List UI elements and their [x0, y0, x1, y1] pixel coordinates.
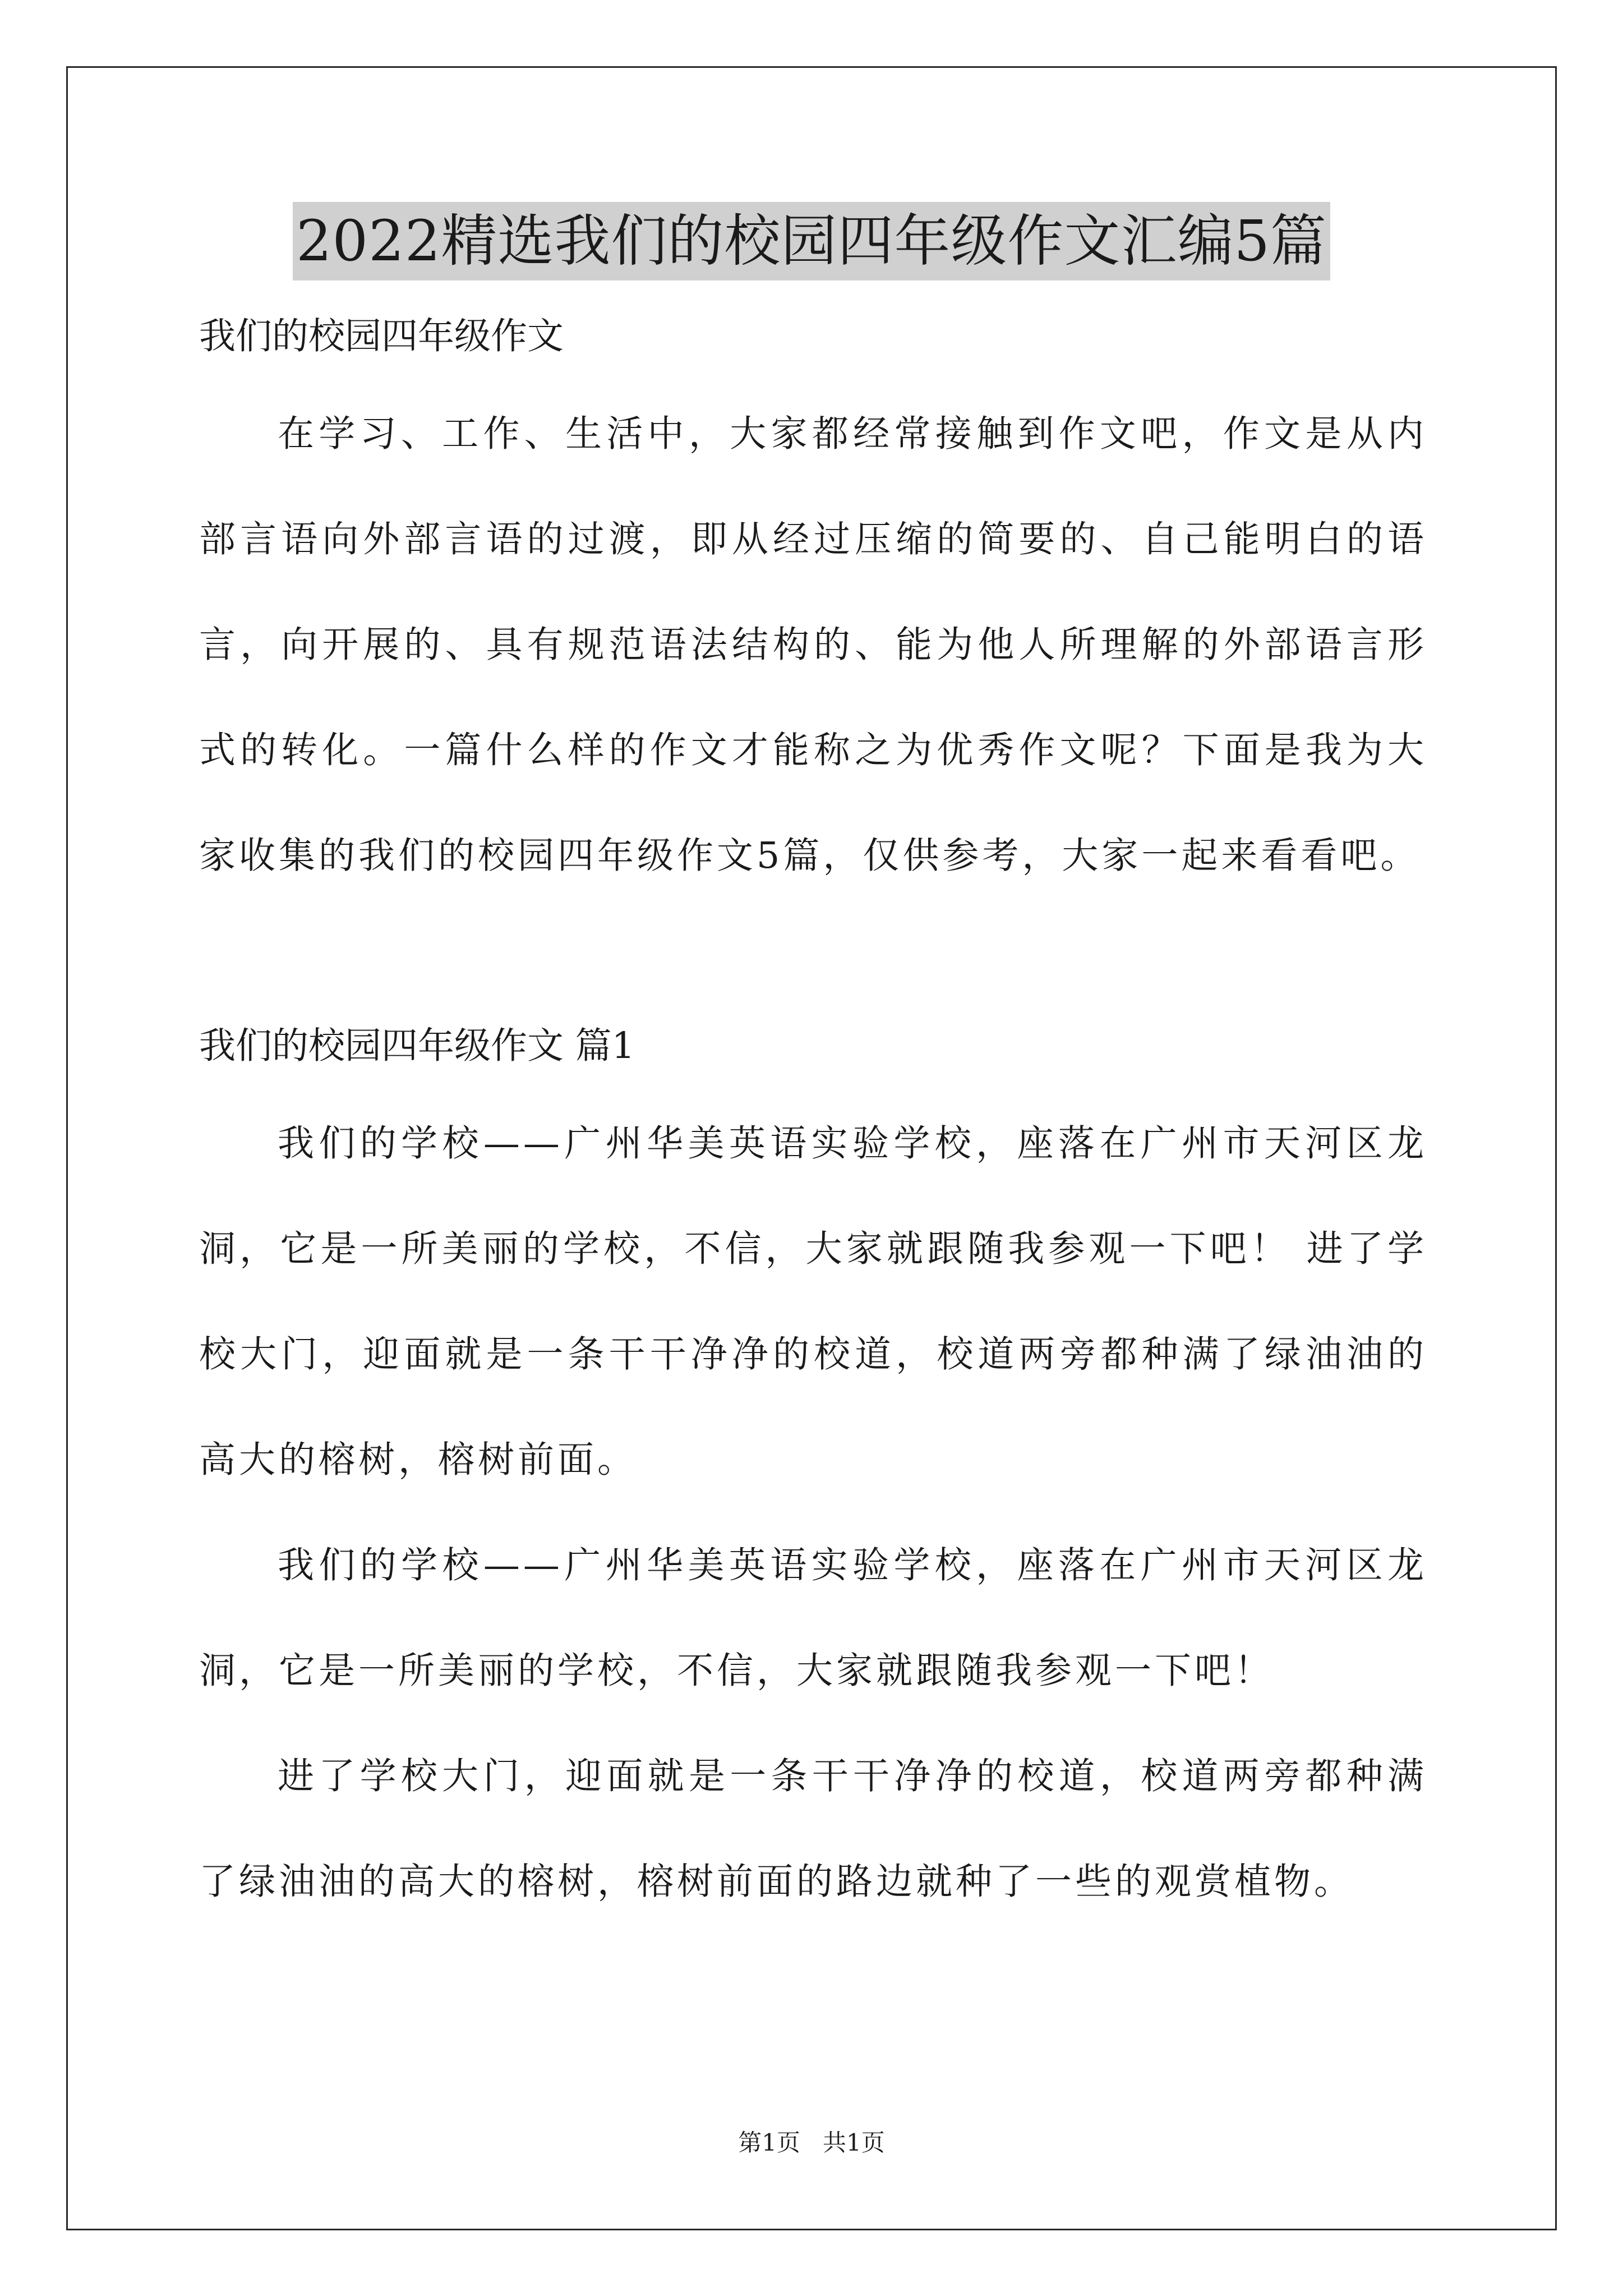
document-title: 2022精选我们的校园四年级作文汇编5篇 — [293, 202, 1330, 280]
section-heading: 我们的校园四年级作文 篇1 — [199, 1025, 635, 1067]
intro-paragraph: 在学习、工作、生活中，大家都经常接触到作文吧，作文是从内部言语向外部言语的过渡，即从经过压缩的简要的、自己能明白的语言，向开展的、具有规范语法结构的、能为他人所理解的外部语言形式的转化。一篇什么样的作文才能称之为优秀作文呢？下面是我为大家收集的我们的校园四年级作文5篇，仅供参考，大家一起来看看吧。 — [199, 413, 1427, 877]
page-footer: 第1页 共1页 — [738, 2129, 885, 2156]
body-paragraph: 我们的学校——广州华美英语实验学校，座落在广州市天河区龙洞，它是一所美丽的学校，不信，大家就跟随我参观一下吧！ — [199, 1544, 1427, 1692]
body-paragraph: 进了学校大门，迎面就是一条干干净净的校道，校道两旁都种满了绿油油的高大的榕树，榕树前面的路边就种了一些的观赏植物。 — [199, 1755, 1427, 1903]
intro-heading: 我们的校园四年级作文 — [199, 315, 564, 357]
title-wrap — [0, 202, 1623, 280]
document-body — [199, 311, 1427, 1935]
body-paragraph: 我们的学校——广州华美英语实验学校，座落在广州市天河区龙洞，它是一所美丽的学校，不信，大家就跟随我参观一下吧！ 进了学校大门，迎面就是一条干干净净的校道，校道两旁都种满了绿油油的高大的榕树，榕树前面。 — [199, 1122, 1427, 1481]
